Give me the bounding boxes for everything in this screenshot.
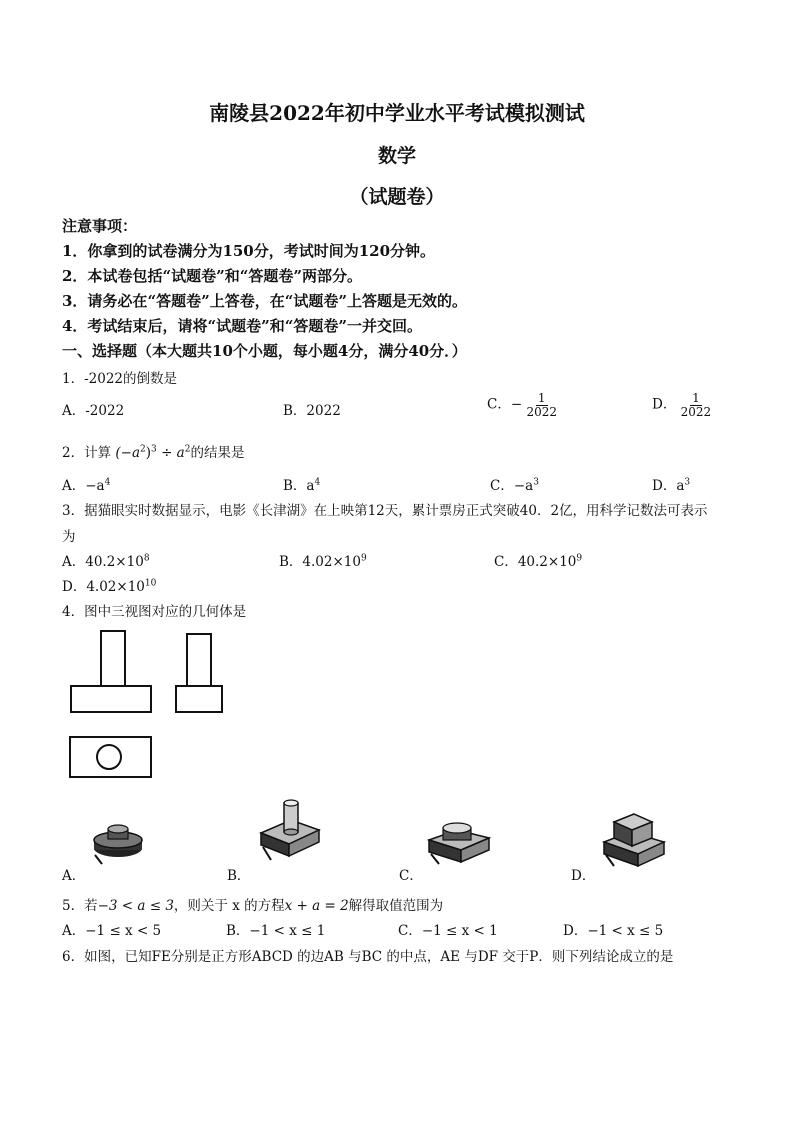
q3-option-d-text: D．4.02×10: [62, 579, 145, 595]
q4-option-b-label: B．: [227, 868, 251, 884]
q2-option-d-text: D．a: [652, 478, 685, 494]
q4-option-a-figure: [90, 820, 150, 870]
q3-option-d-exp: 10: [144, 578, 157, 589]
note-item-2: 2．本试卷包括“试题卷”和“答题卷”两部分。: [62, 267, 362, 285]
q2-exp-outer: 3: [151, 444, 157, 455]
q5-equation: x + a = 2: [284, 898, 349, 914]
q2-option-c-exp: 3: [533, 477, 539, 488]
q4-option-d-label: D．: [571, 868, 596, 884]
q1-option-d-numerator: 1: [692, 391, 700, 405]
notes-heading: 注意事项：: [62, 217, 138, 235]
q1-option-d-label: D．: [652, 396, 677, 413]
q3-option-a-exp: 8: [143, 553, 150, 564]
q5-stem-pre: 5．若: [62, 898, 98, 914]
q1-stem: 1．-2022的倒数是: [62, 371, 178, 387]
q4-option-c-figure: [425, 818, 495, 868]
side-view-base: [176, 686, 222, 712]
subject-title: 数学: [377, 145, 416, 167]
q4-option-a-label: A．: [62, 868, 86, 884]
q2-exp-div: 2: [184, 444, 191, 455]
q1-option-c-denominator: 2022: [526, 404, 557, 419]
note-item-3: 3．请务必在“答题卷”上答卷，在“试题卷”上答题是无效的。: [62, 292, 467, 310]
q2-exp-inner: 2: [140, 444, 146, 455]
q5-stem: [62, 894, 443, 914]
front-view-column: [101, 631, 125, 686]
q2-option-b-text: B．a: [283, 478, 315, 494]
side-view-column: [187, 634, 211, 686]
q1-option-b: B．2022: [283, 403, 341, 419]
q3-option-a-text: A．40.2×10: [62, 554, 144, 570]
q5-option-b: B．−1 < x ≤ 1: [226, 923, 326, 939]
q2-option-b-exp: 4: [314, 477, 321, 488]
q2-stem-post: 的结果是: [190, 445, 245, 461]
q3-option-b-exp: 9: [360, 553, 367, 564]
q5-option-a: A．−1 ≤ x < 5: [62, 923, 162, 939]
q5-stem-mid: ，则关于 x 的方程: [173, 898, 285, 914]
q2-option-a-exp: 4: [104, 477, 111, 488]
q4-option-d-figure: [600, 808, 670, 870]
q2-expr-a: (−a: [115, 445, 141, 461]
q2-option-c-text: C．−a: [490, 478, 534, 494]
q5-option-d: D．−1 < x ≤ 5: [563, 923, 664, 939]
q2-stem-pre: 2．计算: [62, 445, 112, 461]
q4-option-c-label: C．: [399, 868, 423, 884]
q5-condition: −3 < a ≤ 3: [97, 898, 174, 914]
note-item-1: 1．你拿到的试卷满分为150分，考试时间为120分钟。: [62, 242, 436, 260]
q1-option-c-numerator: 1: [537, 391, 546, 405]
q1-option-c-label: C．−: [487, 396, 523, 413]
q5-stem-post: 解得取值范围为: [348, 898, 444, 914]
q1-option-a: A．-2022: [62, 403, 125, 419]
q3-stem-line2: 为: [62, 529, 76, 545]
q4-stem: 4．图中三视图对应的几何体是: [62, 604, 247, 620]
q5-option-c: C．−1 ≤ x < 1: [398, 923, 498, 939]
q4-option-b-figure: [255, 798, 325, 868]
q6-stem: 6．如图，已知FE分别是正方形ABCD 的边AB 与BC 的中点，AE 与DF 交于P．则下列结论成立的是: [62, 949, 674, 965]
q2-div: ÷ a: [161, 445, 185, 461]
q2-expr-b: ): [145, 445, 152, 461]
paper-type: （试题卷）: [349, 186, 445, 208]
exam-title: 南陵县2022年初中学业水平考试模拟测试: [209, 101, 585, 125]
q2-option-a-text: A．−a: [62, 478, 105, 494]
note-item-4: 4．考试结束后，请将“试题卷”和“答题卷”一并交回。: [62, 317, 422, 335]
section-heading: 一、选择题（本大题共10个小题，每小题4分，满分40分．）: [62, 342, 467, 360]
top-view-rect: [70, 737, 151, 777]
q3-stem-line1: 3．据猫眼实时数据显示，电影《长津湖》在上映第12天，累计票房正式突破40．2亿，用科学记数法可表示: [62, 503, 708, 519]
q2-option-d-exp: 3: [684, 477, 691, 488]
q3-option-b-text: B．4.02×10: [279, 554, 361, 570]
q1-option-d-denominator: 2022: [680, 404, 712, 419]
front-view-base: [71, 686, 151, 712]
q3-option-c-exp: 9: [576, 553, 583, 564]
q3-option-c-text: C．40.2×10: [494, 554, 577, 570]
top-view-circle: [97, 745, 121, 769]
